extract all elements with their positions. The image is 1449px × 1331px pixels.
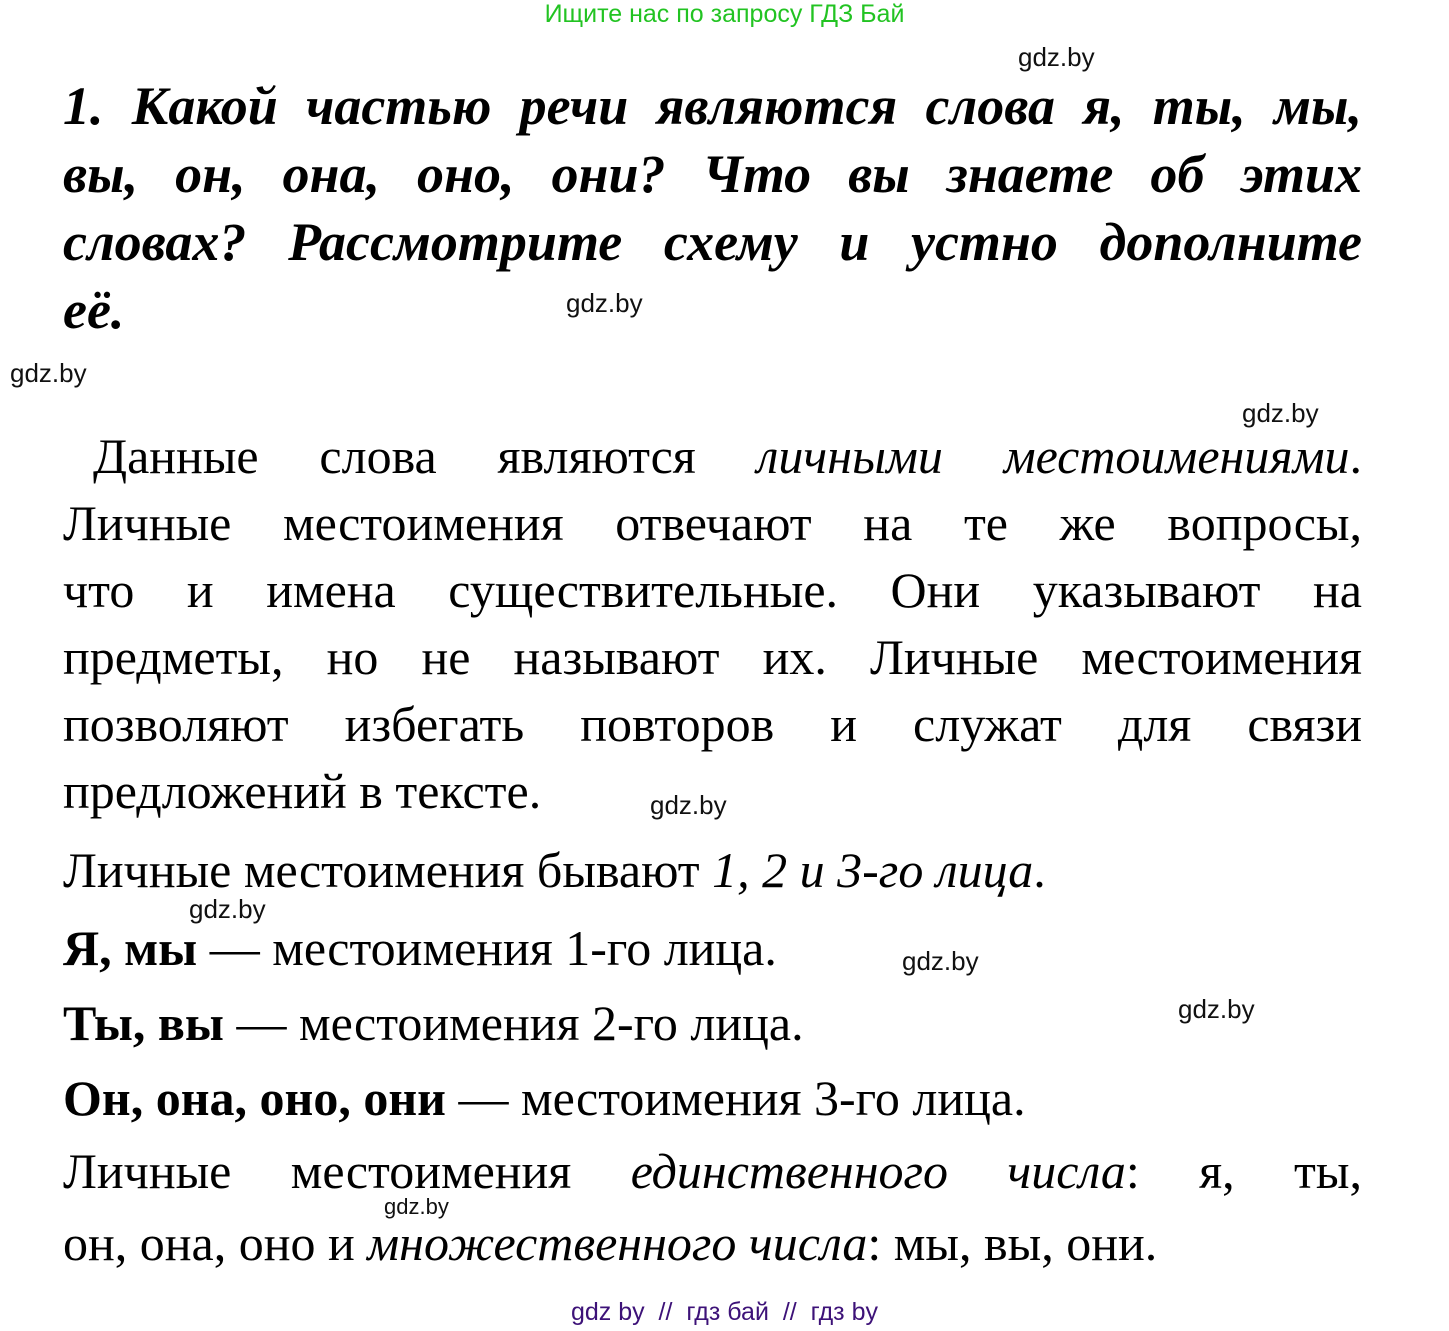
term: единственного числа — [630, 1143, 1126, 1199]
answer-line: Личные местоимения отвечают на те же вопросы, — [63, 495, 1362, 551]
watermark: gdz.by — [1018, 42, 1095, 72]
watermark: gdz.by — [566, 288, 643, 318]
text: . — [1349, 428, 1362, 484]
watermark: gdz.by — [189, 894, 266, 924]
term: множественного числа — [367, 1215, 868, 1271]
text: : я, ты, — [1125, 1143, 1362, 1199]
text: Данные слова являются — [93, 428, 757, 484]
text: Личные местоимения — [63, 1143, 631, 1199]
answer-line — [63, 1143, 1362, 1199]
text: — местоимения 2-го лица. — [223, 995, 804, 1051]
text: Личные местоимения бывают — [63, 842, 713, 898]
answer-line — [63, 1215, 1158, 1271]
text: он, она, оно и — [63, 1215, 368, 1271]
footer-links: gdz by // гдз бай // гдз by — [570, 1298, 878, 1326]
text: — местоимения 3-го лица. — [445, 1070, 1026, 1126]
question-line: 1. Какой частью речи являются слова я, ты, мы, — [63, 76, 1362, 136]
answer-line — [93, 428, 1362, 484]
answer-line — [63, 1070, 1026, 1126]
question-line: словах? Рассмотрите схему и устно дополните — [63, 212, 1362, 272]
watermark: gdz.by — [1178, 994, 1255, 1024]
answer-line — [63, 842, 1046, 898]
watermark: gdz.by — [650, 790, 727, 820]
text: — местоимения 1-го лица. — [197, 920, 777, 976]
search-banner: Ищите нас по запросу ГДЗ Бай — [544, 0, 905, 28]
term: личными местоимениями — [756, 428, 1350, 484]
pronouns: Ты, вы — [63, 995, 224, 1051]
answer-line: что и имена существительные. Они указывают на — [63, 562, 1362, 618]
answer-line: предложений в тексте. — [63, 763, 542, 819]
question-line: вы, он, она, оно, они? Что вы знаете об этих — [63, 144, 1362, 204]
answer-line — [63, 995, 804, 1051]
watermark: gdz.by — [10, 358, 87, 388]
term: 1, 2 и 3-го лица — [712, 842, 1034, 898]
pronouns: Я, мы — [63, 920, 198, 976]
answer-line: предметы, но не называют их. Личные местоимения — [63, 629, 1362, 685]
question-line: её. — [63, 280, 125, 340]
watermark: gdz.by — [1242, 398, 1319, 428]
watermark: gdz.by — [902, 946, 979, 976]
answer-line: позволяют избегать повторов и служат для связи — [63, 696, 1362, 752]
pronouns: Он, она, оно, они — [63, 1070, 446, 1126]
answer-line — [63, 920, 777, 976]
text: : мы, вы, они. — [867, 1215, 1158, 1271]
text: . — [1033, 842, 1046, 898]
watermark: gdz.by — [384, 1194, 449, 1219]
